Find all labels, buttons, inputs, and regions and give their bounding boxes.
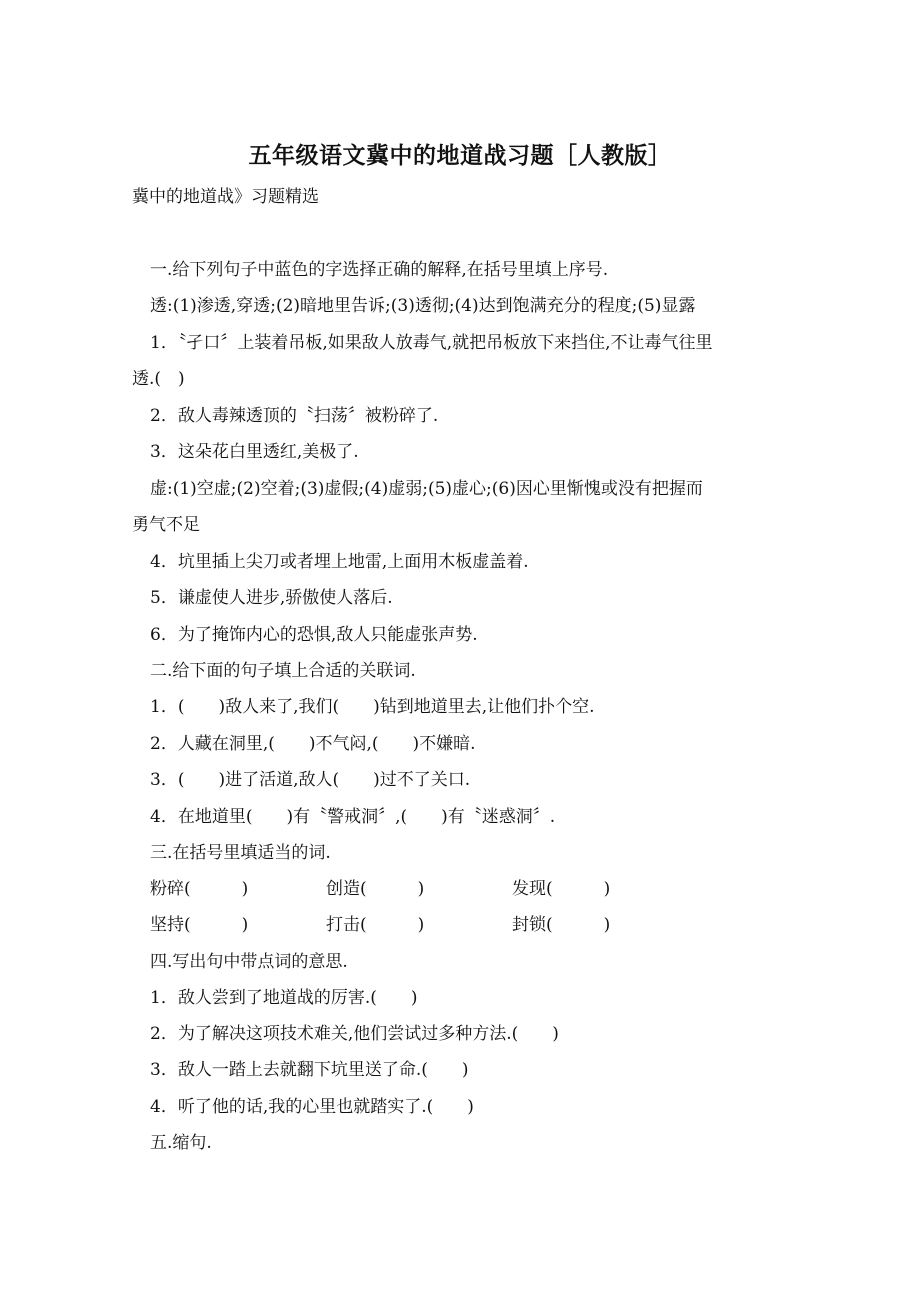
section-5-heading: 五.缩句.: [150, 1133, 212, 1153]
section-3-heading: 三.在括号里填适当的词.: [150, 843, 331, 863]
xu-definitions-cont: 勇气不足: [132, 515, 200, 535]
tou-definitions: 透:(1)渗透,穿透;(2)暗地里告诉;(3)透彻;(4)达到饱满充分的程度;(5)显露: [150, 296, 696, 316]
subtitle: 冀中的地道战》习题精选: [132, 187, 319, 207]
s4-question-1: 1．敌人尝到了地道战的厉害.( ): [150, 988, 418, 1008]
s1-question-4: 4．坑里插上尖刀或者埋上地雷,上面用木板虚盖着.: [150, 552, 529, 572]
word-fill-2: 创造( ): [326, 879, 425, 899]
word-fill-1: 粉碎( ): [150, 879, 249, 899]
s4-question-4: 4．听了他的话,我的心里也就踏实了.( ): [150, 1097, 474, 1117]
section-4-heading: 四.写出句中带点词的意思.: [150, 952, 348, 972]
s2-question-2: 2．人藏在洞里,( )不气闷,( )不嫌暗.: [150, 734, 476, 754]
s4-question-3: 3．敌人一踏上去就翻下坑里送了命.( ): [150, 1060, 469, 1080]
s1-question-2: 2．敌人毒辣透顶的〝扫荡〞被粉碎了.: [150, 406, 439, 426]
section-2-heading: 二.给下面的句子填上合适的关联词.: [150, 661, 416, 681]
s2-question-1: 1．( )敌人来了,我们( )钻到地道里去,让他们扑个空.: [150, 697, 595, 717]
s2-question-3: 3．( )进了活道,敌人( )过不了关口.: [150, 770, 471, 790]
word-fill-4: 坚持( ): [150, 915, 249, 935]
s1-question-5: 5．谦虚使人进步,骄傲使人落后.: [150, 588, 393, 608]
word-fill-3: 发现( ): [512, 879, 611, 899]
word-fill-5: 打击( ): [326, 915, 425, 935]
s1-question-3: 3．这朵花白里透红,美极了.: [150, 442, 359, 462]
s4-question-2: 2．为了解决这项技术难关,他们尝试过多种方法.( ): [150, 1024, 559, 1044]
xu-definitions: 虚:(1)空虚;(2)空着;(3)虚假;(4)虚弱;(5)虚心;(6)因心里惭愧或没有把握而: [150, 479, 703, 499]
section-1-heading: 一.给下列句子中蓝色的字选择正确的解释,在括号里填上序号.: [150, 260, 609, 280]
page-title: 五年级语文冀中的地道战习题［人教版］: [248, 142, 672, 169]
s2-question-4: 4．在地道里( )有〝警戒洞〞,( )有〝迷惑洞〞.: [150, 807, 556, 827]
s1-question-1-cont: 透.( ): [132, 369, 185, 389]
s1-question-6: 6．为了掩饰内心的恐惧,敌人只能虚张声势.: [150, 625, 478, 645]
word-fill-6: 封锁( ): [512, 915, 611, 935]
s1-question-1: 1．〝孑口〞上装着吊板,如果敌人放毒气,就把吊板放下来挡住,不让毒气往里: [150, 333, 713, 353]
